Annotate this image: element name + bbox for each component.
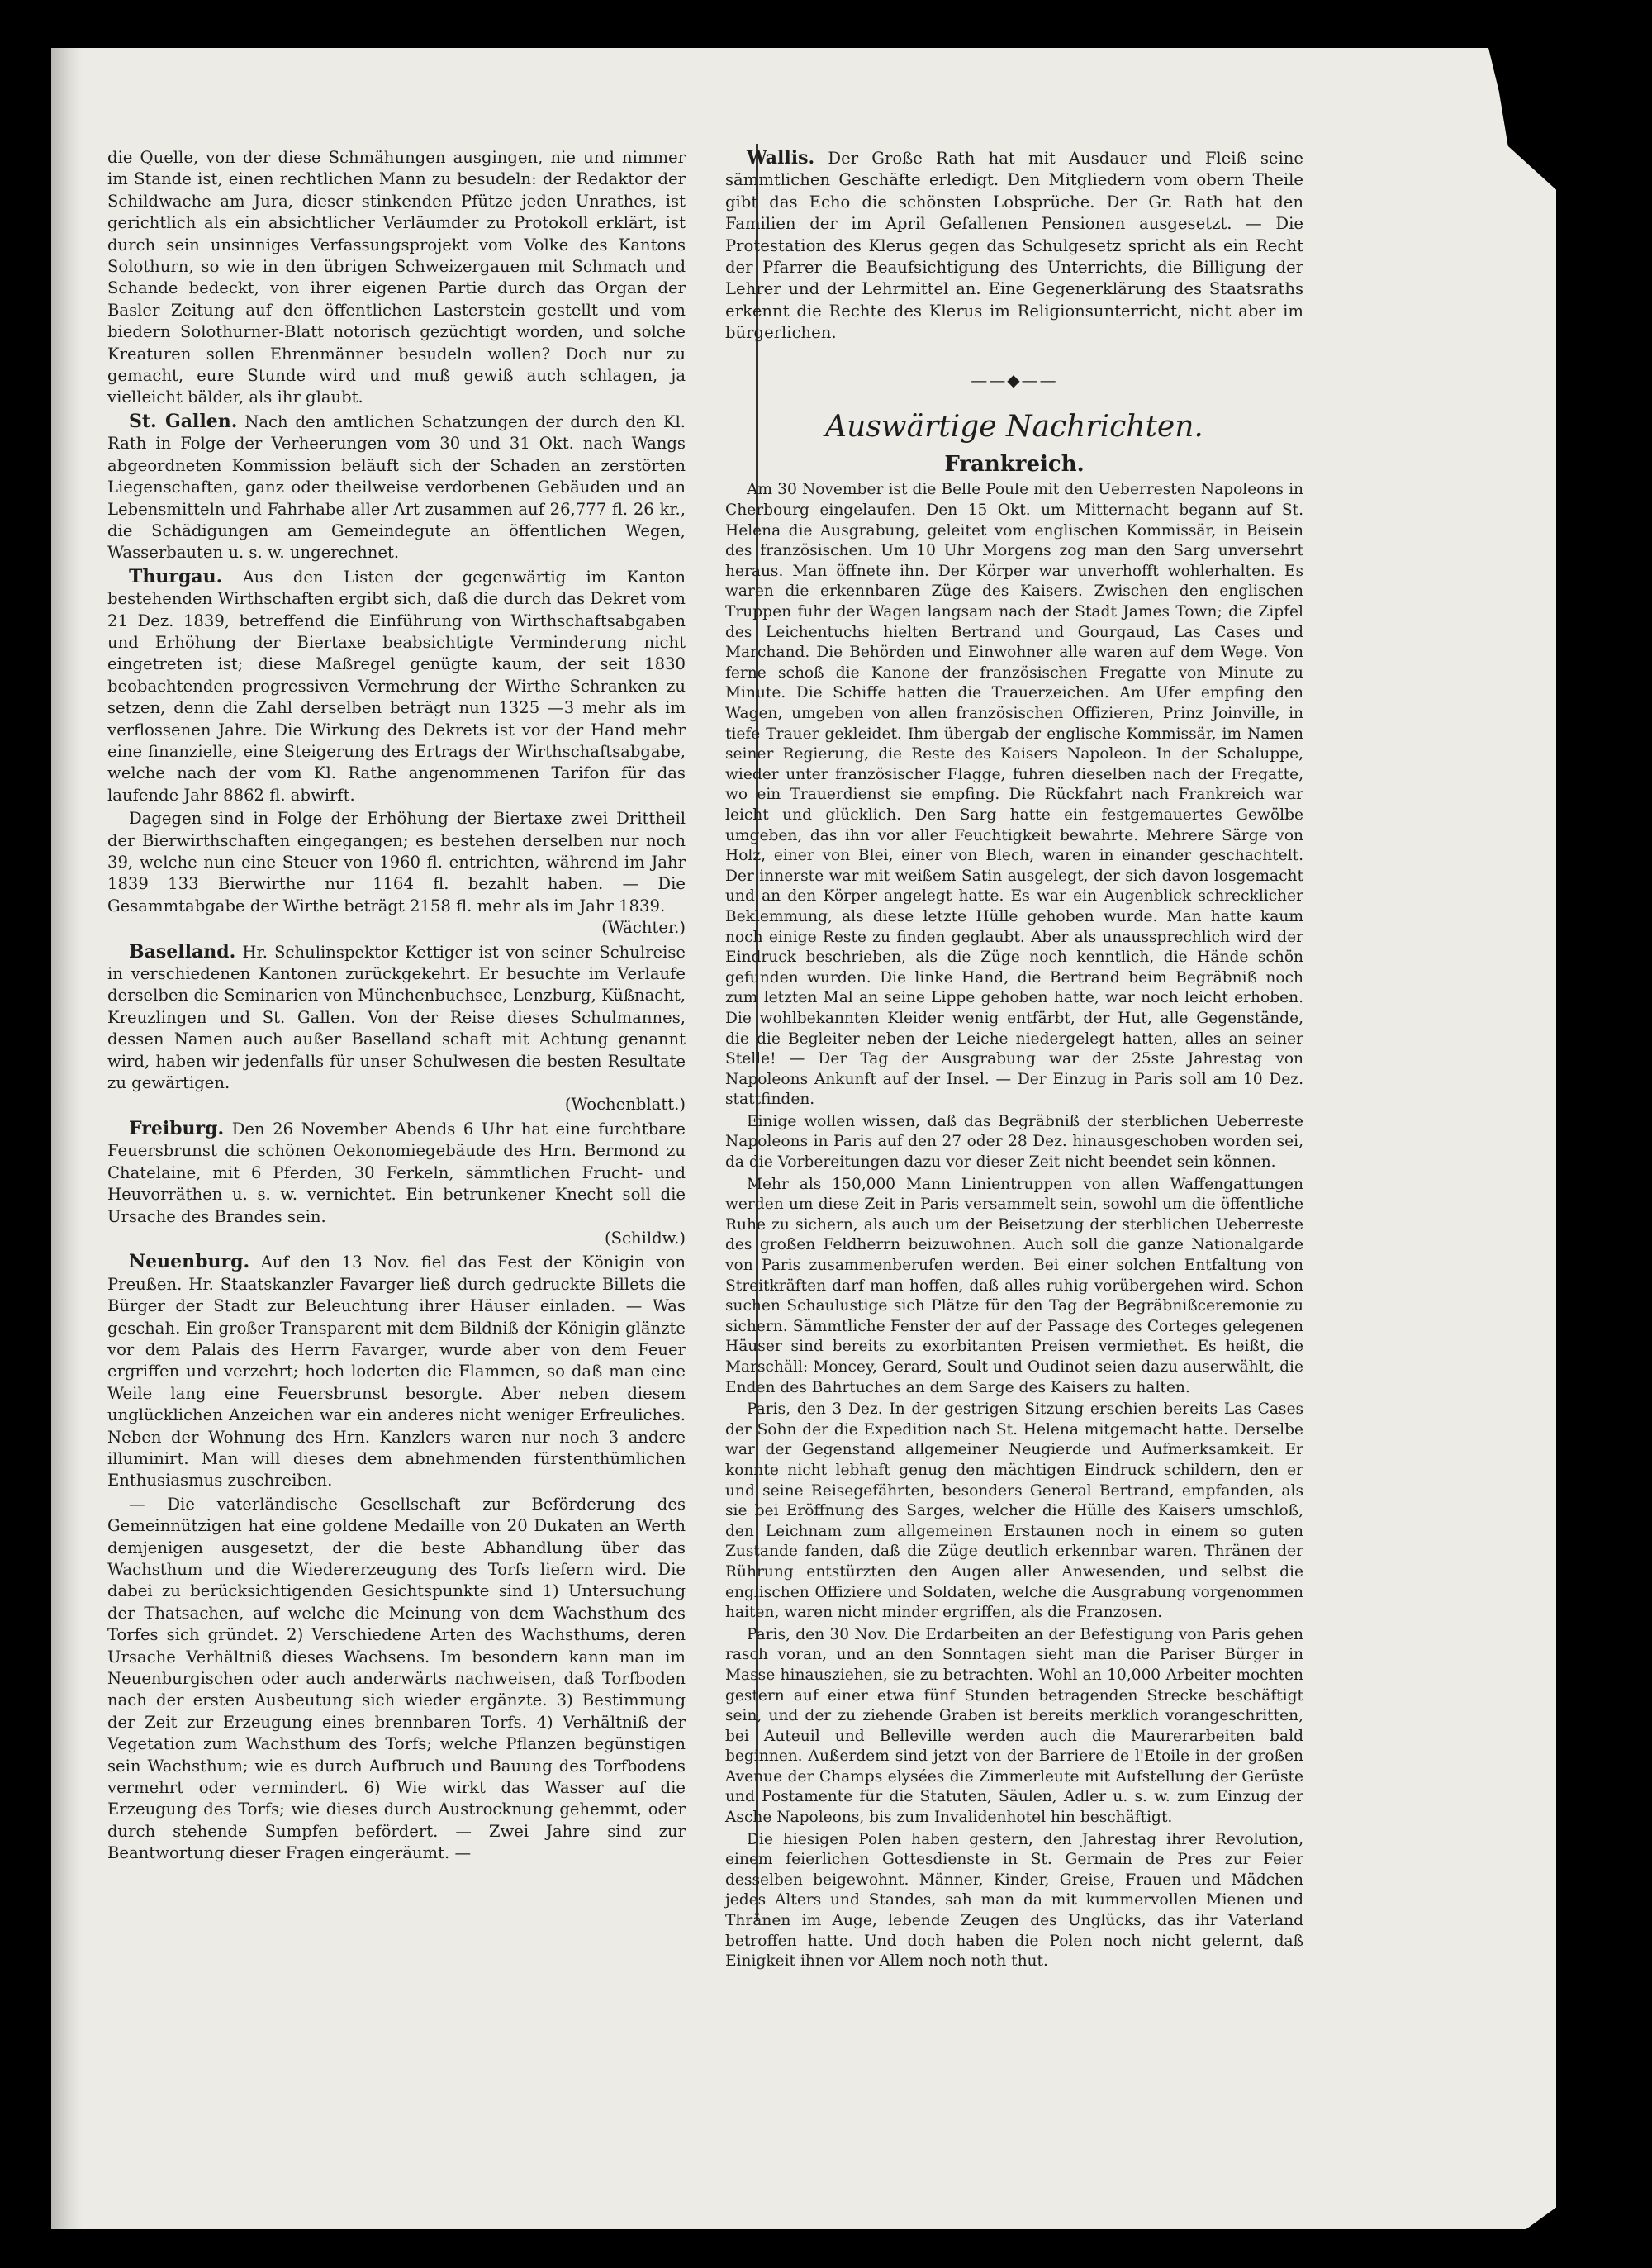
dateline: Paris, <box>747 1400 791 1419</box>
news-paragraph: Am 30 November ist die Belle Poule mit den Ueberresten Napoleons in Cherbourg eingelaufen. Den 15 Okt. um Mitternacht begann auf St. Helena die Ausgrabung, geleitet vom englischen Kommissär, in Beisein des französischen. Um 10 Uhr Morgens zog man den Sarg unversehrt heraus. Man öffnete ihn. Der Körper war unverhofft wohlerhalten. Es waren die erkennbaren Züge des Kaisers. Zwischen den englischen Truppen fuhr der Wagen langsam nach der Stadt James Town; die Zipfel des Leichentuchs hielten Bertrand und Gourgaud, Las Cases und Marchand. Die Behörden und Einwohner alle waren auf dem Wege. Von ferne schoß die Kanone der französischen Fregatte von Minute zu Minute. Die Schiffe hatten die Trauerzeichen. Am Ufer empfing den Wagen, umgeben von allen französischen Offizieren, Prinz Joinville, in tiefe Trauer gekleidet. Ihm übergab der englische Kommissär, im Namen seiner Regierung, die Reste des Kaisers Napoleon. In der Schaluppe, wieder unter französischer Flagge, fuhren dieselben nach der Fregatte, wo ein Trauerdienst sie empfing. Die Rückfahrt nach Frankreich war leicht und glücklich. Den Sarg hatte ein festgemauertes Gewölbe umgeben, das ihn vor aller Feuchtigkeit bewahrte. Mehrere Särge von Holz, einer von Blei, einer von Blech, waren in einander geschachtelt. Der innerste war mit weißem Satin ausgelegt, der sich davon losgemacht und an den Körper angelegt hatte. Es war ein Augenblick schrecklicher Beklemmung, als diese letzte Hülle gehoben wurde. Man hatte kaum noch einige Reste zu finden geglaubt. Aber als unaussprechlich wird der Eindruck beschrieben, als die Züge noch kenntlich, die Hände schön gefunden wurden. Die linke Hand, die Bertrand beim Begräbniß noch zum letzten Mal an seine Lippe gehoben hatte, war noch leicht erhoben. Die wohlbekannten Kleider wenig entfärbt, der Hut, alle Gegenstände, die die Begleiter neben der Leiche niedergelegt hatten, alles an seiner Stelle! — Der Tag der Ausgrabung war der 25ste Jahrestag von Napoleons Ankunft auf der Insel. — Der Einzug in Paris soll am 10 Dez. stattfinden. <box>725 481 1303 1109</box>
dateline: St. Gallen. <box>129 410 238 432</box>
left-column <box>107 147 686 1866</box>
article-st-gallen: St. Gallen. Nach den amtlichen Schatzungen der durch den Kl. Rath in Folge der Verheerungen vom 30 und 31 Okt. nach Wangs abgeordneten Kommission beläuft sich der Schaden an zerstörten Liegenschaften, ganz oder theilweise verdorbenen Gebäuden und an Lebensmitteln und Fahrhabe aller Art zusammen auf 26,777 fl. 26 kr., die Schädigungen am Gemeindegute an öffentlichen Wegen, Wasserbauten u. s. w. ungerechnet. <box>107 410 686 563</box>
section-ornament: ——◆—— <box>971 369 1058 390</box>
source-credit: (Schildw.) <box>604 1228 686 1248</box>
article-intro: die Quelle, von der diese Schmähungen ausgingen, nie und nimmer im Stande ist, einen rechtlichen Mann zu besudeln: der Redaktor der Schildwache am Jura, dieser stinkenden Pfütze jeden Unrathes, ist gerichtlich als ein absichtlicher Verläumder zu Protokoll erklärt, ist durch sein unsinniges Verfassungsprojekt vom Volke des Kantons Solothurn, so wie in den übrigen Schweizergauen mit Schmach und Schande bedeckt, von ihrer eigenen Partie durch das Organ der Basler Zeitung auf den öffentlichen Lasterstein gestellt und vom biedern Solothurner-Blatt notorisch gezüchtigt worden, und solche Kreaturen sollen Ehrenmänner besudeln wollen? Doch nur zu gemacht, eure Stunde wird und muß gewiß auch schlagen, ja vielleicht bälder, als ihr glaubt. <box>107 148 686 407</box>
country-heading: Frankreich. <box>944 452 1085 478</box>
dateline: Baselland. <box>129 940 236 963</box>
news-paragraph: Paris, den 3 Dez. In der gestrigen Sitzung erschien bereits Las Cases der Sohn der die Expedition nach St. Helena mitgemacht hatte. Derselbe war der Gegenstand allgemeiner Neugierde und Aufmerksamkeit. Er konnte nicht lebhaft genug den mächtigen Eindruck schildern, den er und seine Reisegefährten, besonders General Bertrand, empfanden, als sie bei Eröffnung des Sarges, welcher die Hülle des Kaisers umschloß, den Leichnam zum allgemeinen Erstaunen noch in einem so guten Zustande fanden, daß die Züge deutlich erkennbar waren. Thränen der Rührung entstürzten den Augen aller Anwesenden, und selbst die englischen Offiziere und Soldaten, welche die Ausgrabung vorgenommen haiten, waren nicht minder ergriffen, als die Franzosen. <box>725 1400 1303 1622</box>
article-torf-prize: — Die vaterländische Gesellschaft zur Beförderung des Gemeinnützigen hat eine goldene Medaille von 20 Dukaten an Werth demjenigen ausgesetzt, der die beste Abhandlung über das Wachsthum und die Wiedererzeugung des Torfs liefern wird. Die dabei zu berücksichtigenden Gesichtspunkte sind 1) Untersuchung der Thatsachen, auf welche die Meinung von dem Wachsthum des Torfes sich gründet. 2) Verschiedene Arten des Wachsthums, deren Ursache Verhältniß dieses Wachsens. Im besondern kann man im Neuenburgischen oder auch anderwärts nachweisen, daß Torfboden nach der ersten Ausbeutung sich wieder ergänzte. 3) Bestimmung der Zeit zur Erzeugung eines brennbaren Torfs. 4) Verhältniß der Vegetation zum Wachsthum des Torfs; welche Pflanzen begünstigen sein Wachsthum; wie es durch Aufbruch und Bauung des Torfbodens vermehrt oder vermindert. 6) Wie wirkt das Wasser auf die Erzeugung des Torfs; wie dieses durch Austrocknung gehemmt, oder durch stehende Sumpfen befördert. — Zwei Jahre sind zur Beantwortung dieser Fragen eingeräumt. — <box>107 1494 686 1863</box>
dateline: Freiburg. <box>129 1117 225 1139</box>
france-news <box>725 480 1303 1971</box>
article-thurgau: Thurgau. Aus den Listen der gegenwärtig im Kanton bestehenden Wirthschaften ergibt sich, daß die durch das Dekret vom 21 Dez. 1839, betreffend die Einführung von Wirthschaftsabgaben und Erhöhung der Biertaxe beabsichtigte Verminderung nicht eingetreten ist; diese Maßregel genügte kaum, der seit 1830 beobachtenden progressiven Vermehrung der Wirthe Schranken zu setzen, denn die Zahl derselben beträgt nun 1325 —3 mehr als im verflossenen Jahre. Die Wirkung des Dekrets ist vor der Hand mehr eine finanzielle, eine Steigerung des Ertrags der Wirthschaftsabgabe, welche nach der vom Kl. Rathe angenommenen Tarifon für das laufende Jahr 8862 fl. abwirft. <box>107 565 686 805</box>
article-neuenburg: Neuenburg. Auf den 13 Nov. fiel das Fest der Königin von Preußen. Hr. Staatskanzler Favarger ließ durch gedruckte Billets die Bürger der Stadt zur Beleuchtung ihrer Häuser einladen. — Was geschah. Ein großer Transparent mit dem Bildniß der Königin glänzte vor dem Palais des Herrn Favarger, wurde aber von dem Feuer ergriffen und verzehrt; hoch loderten die Flammen, so daß man eine Weile lang eine Feuersbrunst besorgte. Aber neben diesem unglücklichen Anzeichen war ein anderes nicht weniger Erfreuliches. Neben der Wohnung des Hrn. Kanzlers waren nur noch 3 andere illuminirt. Man will dieses dem abnehmenden fürstenthümlichen Enthusiasmus zuschreiben. <box>107 1251 686 1491</box>
article-thurgau-continued: Dagegen sind in Folge der Erhöhung der Biertaxe zwei Drittheil der Bierwirthschaften eingegangen; es bestehen derselben nur noch 39, welche nun eine Steuer von 1960 fl. entrichten, während im Jahr 1839 133 Bierwirthe nur 1164 fl. bezahlt haben. — Die Gesammtabgabe der Wirthe beträgt 2158 fl. mehr als im Jahr 1839. (Wächter.) <box>107 808 686 939</box>
news-paragraph: Mehr als 150,000 Mann Linientruppen von allen Waffengattungen werden um diese Zeit in Paris versammelt sein, sowohl um die öffentliche Ruhe zu sichern, als auch um der Beisetzung der sterblichen Ueberreste des großen Feldherrn beizuwohnen. Auch soll die ganze Nationalgarde von Paris zusammenberufen werden. Bei einer solchen Entfaltung von Streitkräften darf man hoffen, daß alles ruhig vorübergehen wird. Schon suchen Schaulustige sich Plätze für den Tag der Begräbnißceremonie zu sichern. Sämmtliche Fenster der auf der Passage des Corteges gelegenen Häuser sind bereits zu exorbitanten Preisen vermiethet. Es heißt, die Marschäll: Moncey, Gerard, Soult und Oudinot seien dazu auserwählt, die Enden des Bahrtuches an dem Sarge des Kaisers zu halten. <box>725 1175 1303 1396</box>
news-paragraph: Einige wollen wissen, daß das Begräbniß der sterblichen Ueberreste Napoleons in Paris auf den 27 oder 28 Dez. hinausgeschoben worden sei, da die Vorbereitungen dazu vor dieser Zeit nicht beendet sein können. <box>725 1112 1303 1172</box>
news-paragraph: Die hiesigen Polen haben gestern, den Jahrestag ihrer Revolution, einem feierlichen Gottesdienste in St. Germain de Pres zur Feier desselben beigewohnt. Männer, Kinder, Greise, Frauen und Mädchen jedes Alters und Standes, sah man da mit kummervollen Mienen und Thränen im Auge, lebende Zeugen des Unglücks, das ihr Vaterland betroffen hatte. Und doch haben die Polen noch nicht gelernt, daß Einigkeit ihnen vor Allem noch noth thut. <box>725 1830 1303 1971</box>
dateline: Wallis. <box>747 147 815 169</box>
article-freiburg: Freiburg. Den 26 November Abends 6 Uhr hat eine furchtbare Feuersbrunst die schönen Oekonomiegebäude des Hrn. Bermond zu Chatelaine, mit 6 Pferden, 30 Ferkeln, sämmtlichen Frucht- und Heuvorräthen u. s. w. vernichtet. Ein betrunkener Knecht soll die Ursache des Brandes sein. (Schildw.) <box>107 1118 686 1249</box>
source-credit: (Wochenblatt.) <box>564 1095 686 1115</box>
dateline: Thurgau. <box>129 565 223 587</box>
dateline: Neuenburg. <box>129 1251 250 1273</box>
article-wallis: Wallis. Der Große Rath hat mit Ausdauer und Fleiß seine sämmtlichen Geschäfte erledigt. Den Mitgliedern vom obern Theile gibt das Echo die schönsten Lobsprüche. Der Gr. Rath hat den Familien der im April Gefallenen Pensionen ausgesetzt. — Die Protestation des Klerus gegen das Schulgesetz spricht als ein Recht der Pfarrer die Beaufsichtigung des Unterrichts, die Billigung der Lehrer und der Lehrmittel an. Eine Gegenerklärung des Staatsraths erkennt die Rechte des Klerus im Religionsunterricht, nicht aber im bürgerlichen. <box>725 147 1304 343</box>
page-fold-shadow <box>51 48 83 2229</box>
source-credit: (Wächter.) <box>601 918 686 938</box>
dateline: Paris, <box>747 1625 791 1643</box>
article-baselland: Baselland. Hr. Schulinspektor Kettiger ist von seiner Schulreise in verschiedenen Kantonen zurückgekehrt. Er besuchte im Verlaufe derselben die Seminarien von Münchenbuchsee, Lenzburg, Küßnacht, Kreuzlingen und St. Gallen. Von der Reise dieses Schulmannes, dessen Namen auch außer Baselland schaft mit Achtung genannt wird, haben wir jedenfalls für unser Schulwesen die besten Resultate zu gewärtigen. (Wochenblatt.) <box>107 941 686 1116</box>
section-title: Auswärtige Nachrichten. <box>825 410 1203 445</box>
right-column <box>725 147 1303 1974</box>
news-paragraph: Paris, den 30 Nov. Die Erdarbeiten an der Befestigung von Paris gehen rasch voran, und an den Sonntagen sieht man die Pariser Bürger in Masse hinausziehen, sie zu betrachten. Wohl an 10,000 Arbeiter mochten gestern auf einer etwa fünf Stunden betragenden Strecke beschäftigt sein, und der zu ziehende Graben ist bereits merklich vorangeschritten, bei Auteuil und Belleville werden auch die Maurerarbeiten bald beginnen. Außerdem sind jetzt von der Barriere de l'Etoile in der großen Avenue der Champs elysées die Zimmerleute mit Aufstellung der Gerüste und Postamente für die Statuten, Säulen, Adler u. s. w. zum Einzug der Asche Napoleons, bis zum Invalidenhotel hin beschäftigt. <box>725 1625 1303 1827</box>
